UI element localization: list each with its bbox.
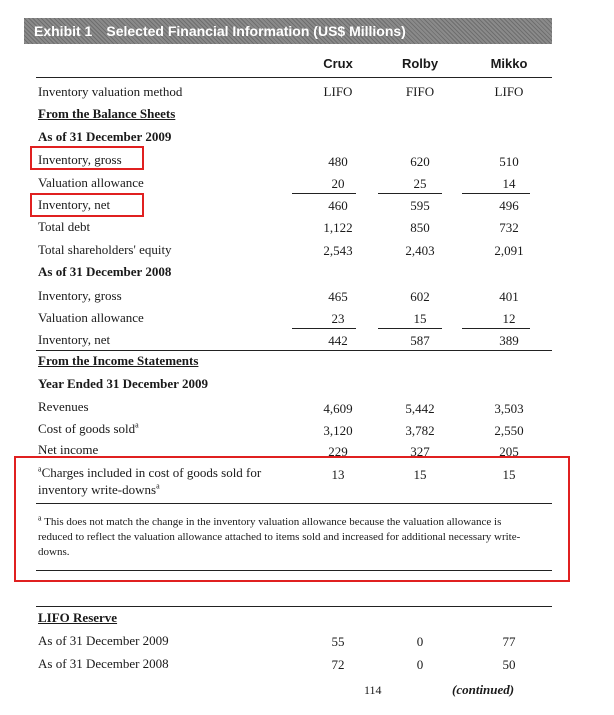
cell: 389 [499, 333, 519, 348]
highlight-box-inventory-net [30, 193, 144, 217]
row-label: Valuation allowance [38, 175, 144, 190]
subtotal-rule [292, 328, 356, 329]
cell: LIFO [323, 84, 353, 99]
footnote-marker: a [38, 513, 42, 523]
row-label: Revenues [38, 399, 89, 414]
row-label: As of 31 December 2009 [38, 633, 169, 648]
page-number: 114 [364, 683, 382, 697]
cell: 13 [331, 467, 345, 482]
cell: 72 [331, 657, 345, 672]
column-header-mikko: Mikko [490, 56, 528, 71]
row-label [38, 421, 139, 437]
row-label: Inventory valuation method [38, 84, 183, 99]
cell: LIFO [494, 84, 524, 99]
cell: 442 [328, 333, 348, 348]
cell: 14 [502, 176, 516, 191]
subheading-2009: As of 31 December 2009 [38, 129, 172, 144]
cell: 3,503 [494, 401, 524, 416]
row-label: Valuation allowance [38, 310, 144, 325]
cell: 4,609 [323, 401, 353, 416]
footnote-marker: a [38, 464, 42, 474]
cell: FIFO [405, 84, 435, 99]
subtotal-rule [378, 328, 442, 329]
cell: 620 [410, 154, 430, 169]
cell: 229 [328, 444, 348, 459]
charges-label-line1: $^a$Charges included in cost of goods sold for [38, 464, 262, 480]
cell: 460 [328, 198, 348, 213]
cell: 5,442 [405, 401, 435, 416]
cell: 327 [410, 444, 430, 459]
subtotal-rule [462, 328, 530, 329]
cell: 77 [502, 634, 516, 649]
row-label: Net income [38, 442, 99, 457]
row-label: Inventory, net [38, 197, 111, 212]
section-rule [36, 606, 552, 607]
highlight-box-inventory-gross [30, 146, 144, 170]
cell: 587 [410, 333, 430, 348]
cell: 3,120 [323, 423, 353, 438]
cell: 1,122 [323, 220, 353, 235]
cell: 732 [499, 220, 519, 235]
cell: 3,782 [405, 423, 435, 438]
subheading-year-ended: Year Ended 31 December 2009 [38, 376, 208, 391]
section-heading-balance: From the Balance Sheets [38, 106, 176, 121]
row-label: Total debt [38, 219, 91, 234]
cell: 2,550 [494, 423, 524, 438]
cell: 23 [331, 311, 345, 326]
cell: 510 [499, 154, 519, 169]
cell: 205 [499, 444, 519, 459]
section-heading-income: From the Income Statements [38, 353, 199, 368]
cell: 15 [502, 467, 516, 482]
header-rule [36, 77, 552, 78]
cell: 401 [499, 289, 519, 304]
row-label: Inventory, gross [38, 152, 122, 167]
cell: 465 [328, 289, 348, 304]
subheading-2008: As of 31 December 2008 [38, 264, 172, 279]
exhibit-title: Selected Financial Information (US$ Millions) [106, 23, 406, 39]
row-label: Inventory, gross [38, 288, 122, 303]
row-label: Total shareholders' equity [38, 242, 172, 257]
subtotal-rule [462, 193, 530, 194]
exhibit-banner [24, 18, 552, 44]
cell: 2,403 [405, 243, 435, 258]
subtotal-rule [378, 193, 442, 194]
cell: 850 [410, 220, 430, 235]
cell: 480 [328, 154, 348, 169]
cell: 25 [413, 176, 427, 191]
cell: 15 [413, 467, 427, 482]
cell: 12 [502, 311, 516, 326]
section-heading-lifo: LIFO Reserve [38, 610, 118, 625]
footnote-text: This does not match the change in the inventory valuation allowance because the valuation allowance is reduced to reflect the valuation allowance attached to items sold and increased for additional necessary write-downs. [38, 516, 521, 558]
highlight-box-writedowns [14, 456, 570, 582]
cell: 0 [416, 657, 424, 672]
cell: 55 [331, 634, 345, 649]
cell: 602 [410, 289, 430, 304]
continued-note: (continued) [452, 682, 515, 697]
exhibit-number: Exhibit 1 [34, 23, 93, 39]
charges-label-line2: inventory write-downs$^a$ [38, 481, 160, 497]
section-rule [36, 350, 552, 351]
subtotal-rule [292, 193, 356, 194]
cell: 50 [502, 657, 516, 672]
column-header-crux: Crux [323, 56, 353, 71]
column-header-rolby: Rolby [401, 56, 439, 71]
cell: 496 [499, 198, 519, 213]
footnote-marker: a [135, 420, 139, 430]
row-label: Inventory, net [38, 332, 111, 347]
footnote-marker: a [156, 481, 160, 491]
cell: 595 [410, 198, 430, 213]
row-label: As of 31 December 2008 [38, 656, 169, 671]
cogs-label: Cost of goods sold [38, 421, 136, 436]
cell: 2,543 [323, 243, 353, 258]
cell: 15 [413, 311, 427, 326]
cell: 20 [331, 176, 345, 191]
cell: 0 [416, 634, 424, 649]
cell: 2,091 [494, 243, 524, 258]
